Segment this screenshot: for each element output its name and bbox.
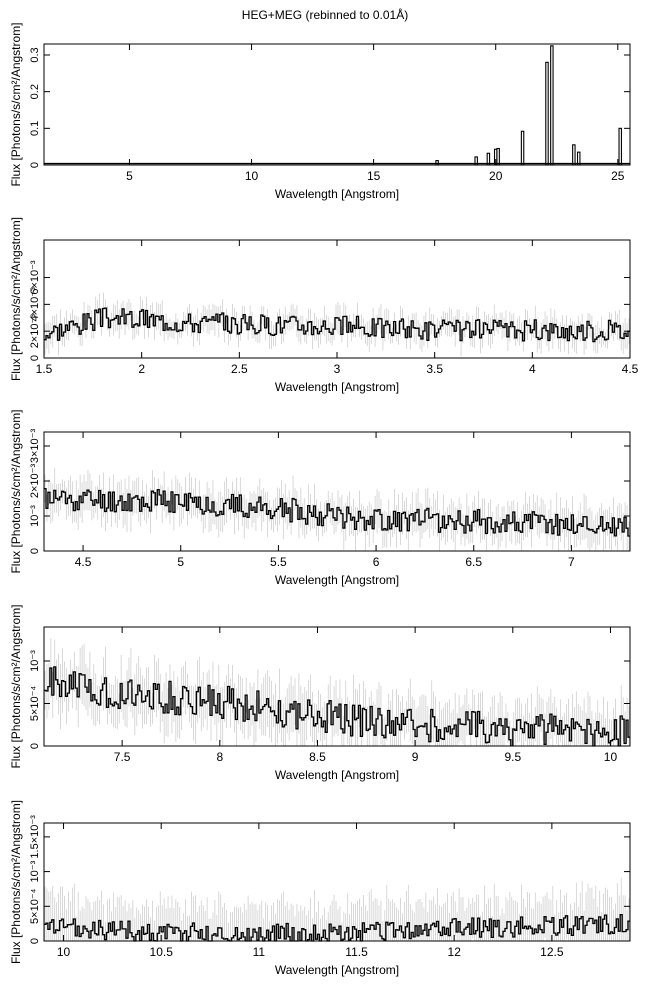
emission-line-bar-0 (436, 161, 438, 165)
plot-frame-3 (44, 432, 630, 551)
y-tick-label: 1.5×10⁻³ (29, 815, 41, 859)
y-tick-label: 10⁻³ (29, 650, 41, 672)
x-axis-label: Wavelength [Angstrom] (274, 380, 400, 394)
x-tick-label: 4.5 (621, 362, 639, 376)
y-tick-label: 4×10⁻³ (29, 287, 41, 322)
x-tick-label: 20 (489, 169, 503, 183)
x-axis-label: Wavelength [Angstrom] (274, 768, 400, 782)
spectrum-histogram (44, 489, 630, 536)
x-tick-label: 8.5 (309, 750, 326, 764)
error-bars (45, 638, 629, 746)
x-tick-label: 10 (603, 750, 618, 764)
x-tick-label: 15 (366, 169, 381, 183)
y-tick-label: 0 (29, 354, 41, 362)
x-tick-label: 7 (568, 555, 575, 569)
x-tick-label: 5.5 (270, 555, 287, 569)
x-tick-label: 12.5 (540, 945, 564, 959)
emission-line-bar-10 (619, 128, 621, 165)
x-axis-label: Wavelength [Angstrom] (274, 573, 400, 587)
x-tick-label: 8 (216, 750, 224, 764)
y-axis-label: Flux [Photons/s/cm²/Angstrom] (9, 22, 23, 187)
plot-frame-5 (44, 823, 630, 941)
emission-line-bar-8 (573, 145, 575, 165)
x-tick-label: 11 (252, 945, 266, 959)
x-tick-label: 9 (411, 750, 419, 764)
x-tick-label: 4 (528, 362, 536, 376)
y-tick-label: 0 (29, 547, 41, 555)
y-tick-label: 2×10⁻³ (29, 314, 41, 349)
y-tick-label: 5×10⁻⁴ (29, 685, 41, 722)
y-tick-label: 0.1 (29, 120, 41, 136)
x-axis-label: Wavelength [Angstrom] (274, 187, 400, 201)
y-tick-label: 0.2 (29, 84, 41, 100)
x-tick-label: 10 (244, 169, 259, 183)
x-tick-label: 25 (611, 169, 625, 183)
y-tick-label: 10⁻³ (29, 505, 41, 527)
x-tick-label: 12 (447, 945, 461, 959)
y-tick-label: 3×10⁻³ (29, 428, 41, 464)
spectrum-histogram (44, 308, 630, 342)
x-tick-label: 3 (333, 362, 341, 376)
y-axis-label: Flux [Photons/s/cm²/Angstrom] (9, 604, 23, 769)
y-tick-label: 5×10⁻⁴ (29, 888, 41, 924)
x-tick-label: 1.5 (35, 362, 53, 376)
spectrum-histogram (44, 667, 630, 746)
x-tick-label: 7.5 (113, 750, 131, 764)
x-tick-label: 10 (56, 945, 71, 959)
error-bars (45, 293, 629, 356)
plot-frame-1 (44, 44, 630, 165)
x-tick-label: 5 (177, 555, 185, 569)
y-tick-label: 6×10⁻³ (29, 260, 41, 295)
y-tick-label: 0 (29, 161, 41, 169)
y-tick-label: 0.3 (29, 47, 41, 63)
x-tick-label: 2.5 (230, 362, 248, 376)
x-tick-label: 10.5 (149, 945, 173, 959)
x-tick-label: 3.5 (426, 362, 444, 376)
emission-line-bar-4 (497, 149, 499, 166)
y-tick-label: 0 (29, 742, 41, 750)
figure-title: HEG+MEG (rebinned to 0.01Å) (241, 8, 409, 22)
x-tick-label: 6 (372, 555, 380, 569)
plot-frame-2 (44, 240, 630, 358)
x-tick-label: 4.5 (74, 555, 92, 569)
x-tick-label: 2 (138, 362, 146, 376)
y-axis-label: Flux [Photons/s/cm²/Angstrom] (9, 216, 23, 382)
emission-line-bar-5 (521, 131, 523, 165)
x-tick-label: 9.5 (504, 750, 522, 764)
x-tick-label: 11.5 (345, 945, 368, 959)
y-tick-label: 10⁻³ (29, 860, 41, 883)
spectrum-histogram (44, 915, 630, 941)
y-axis-label: Flux [Photons/s/cm²/Angstrom] (9, 409, 23, 574)
y-tick-label: 0 (29, 937, 41, 945)
x-tick-label: 6.5 (465, 555, 483, 569)
y-axis-label: Flux [Photons/s/cm²/Angstrom] (9, 799, 23, 965)
x-axis-label: Wavelength [Angstrom] (274, 963, 400, 977)
emission-line-bar-6 (546, 62, 548, 165)
emission-line-bar-7 (551, 46, 553, 165)
x-tick-label: 5 (126, 169, 133, 183)
y-tick-label: 2×10⁻³ (29, 463, 41, 499)
